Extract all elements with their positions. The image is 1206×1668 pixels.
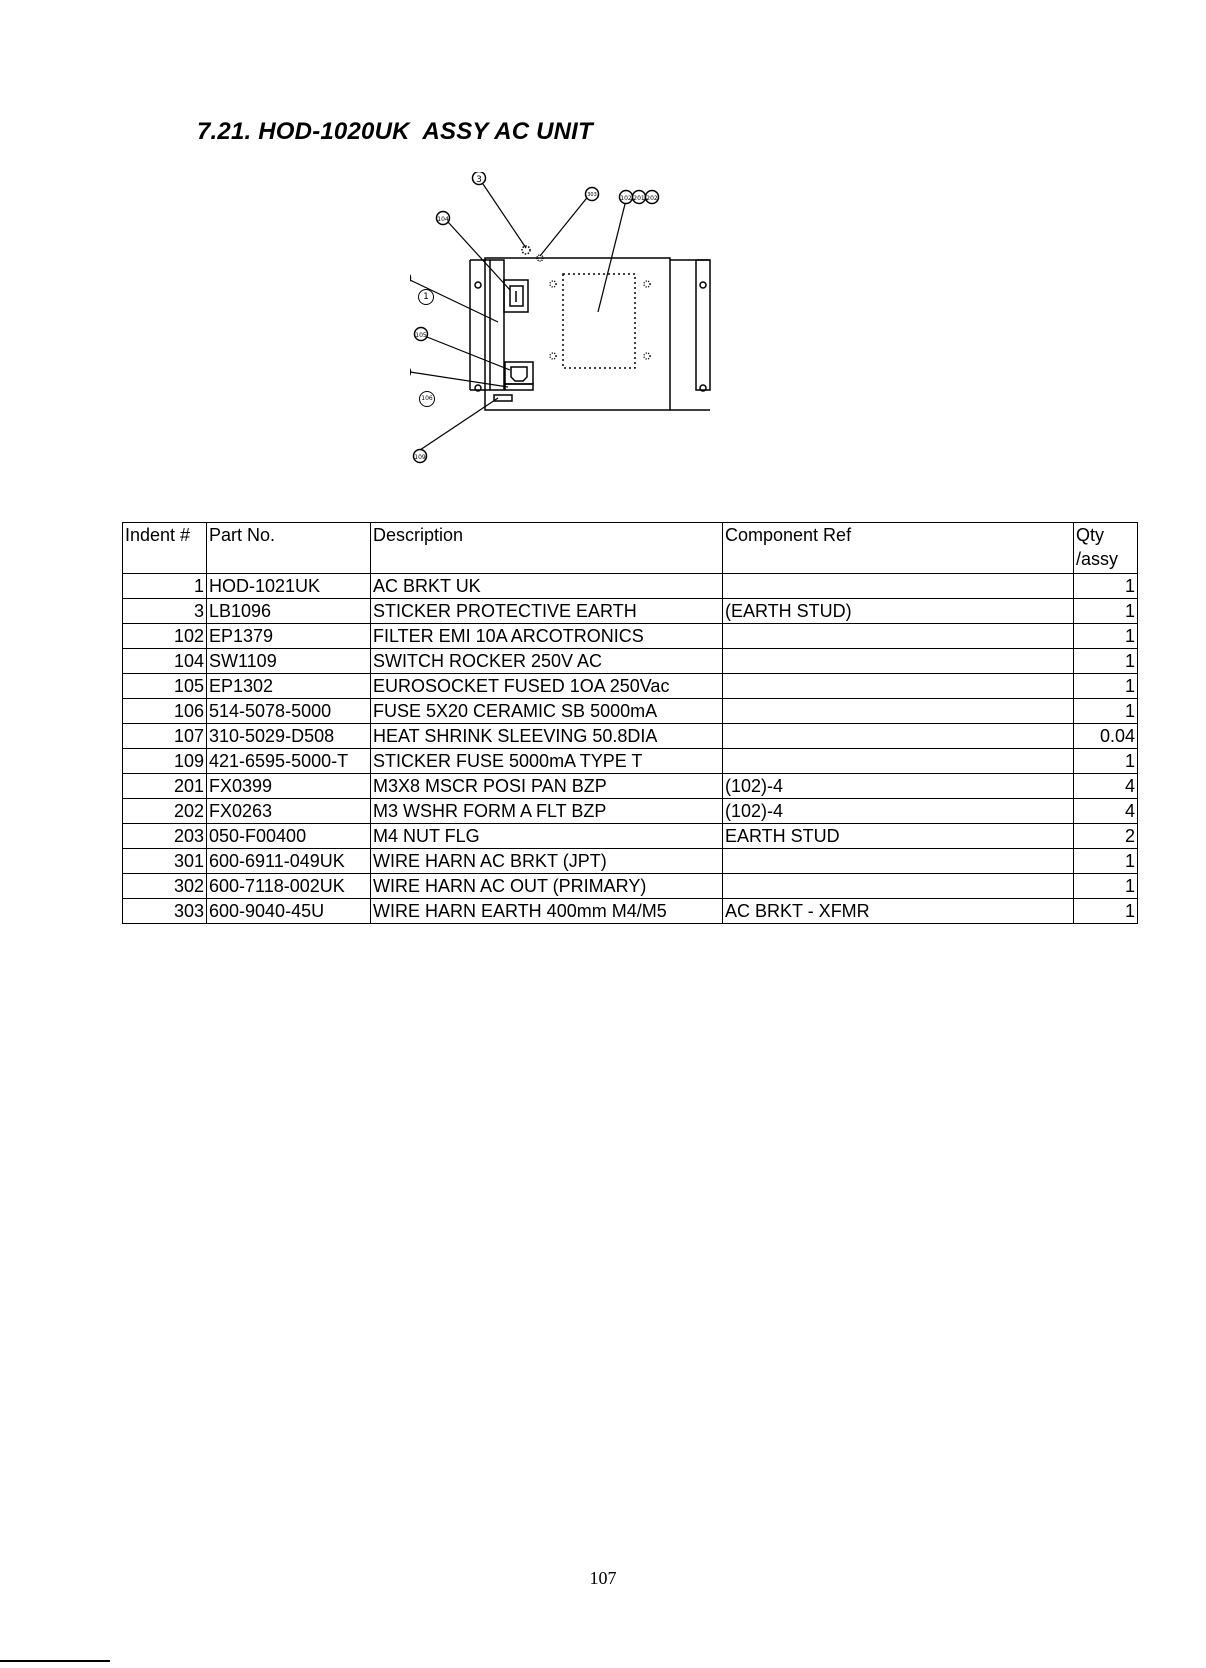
scan-mark xyxy=(0,1660,110,1662)
section-number: 7.21. xyxy=(197,118,252,145)
callout-104 xyxy=(437,212,450,225)
table-header-row xyxy=(123,523,1138,574)
table-row: 106 514-5078-5000 FUSE 5X20 CERAMIC SB 5000mA 1 xyxy=(123,699,1138,724)
callout-106 xyxy=(410,366,411,379)
callout-109-label: 109 xyxy=(414,454,426,461)
callout-3 xyxy=(473,172,486,185)
callout-106-label: 106 xyxy=(421,395,433,402)
page-number: 107 xyxy=(589,1568,617,1588)
section-heading: HOD-1020UK ASSY AC UNIT xyxy=(258,118,593,145)
table-row: 302 600-7118-002UK WIRE HARN AC OUT (PRIMARY) 1 xyxy=(123,874,1138,899)
callout-201 xyxy=(633,191,646,204)
callout-105-label: 105 xyxy=(415,332,427,339)
callout-1 xyxy=(410,272,411,285)
col-header-indent: Indent # xyxy=(123,523,207,574)
callout-3-label: 3 xyxy=(476,175,482,185)
callout-1-label: 1 xyxy=(423,292,429,302)
table-row: 107 310-5029-D508 HEAT SHRINK SLEEVING 50.8DIA 0.04 xyxy=(123,724,1138,749)
section-title xyxy=(197,118,593,146)
bracket-body xyxy=(485,258,670,410)
callout-104-label: 104 xyxy=(437,216,449,223)
callout-109 xyxy=(414,450,427,463)
table-row: 3 LB1096 STICKER PROTECTIVE EARTH (EARTH STUD) 1 xyxy=(123,599,1138,624)
table-row: 102 EP1379 FILTER EMI 10A ARCOTRONICS 1 xyxy=(123,624,1138,649)
col-header-description: Description xyxy=(371,523,723,574)
callout-202 xyxy=(646,191,659,204)
col-header-part-no: Part No. xyxy=(207,523,371,574)
table-row: 109 421-6595-5000-T STICKER FUSE 5000mA TYPE T 1 xyxy=(123,749,1138,774)
fuse-sticker xyxy=(494,395,512,401)
table-row: 203 050-F00400 M4 NUT FLG EARTH STUD 2 xyxy=(123,824,1138,849)
col-header-qty: Qty /assy xyxy=(1074,523,1138,574)
ac-unit-diagram xyxy=(410,172,730,494)
callout-202-label: 202 xyxy=(646,195,658,202)
callout-102-label: 102 xyxy=(620,195,632,202)
left-flange xyxy=(490,260,504,390)
callout-201-label: 201 xyxy=(633,195,645,202)
callout-102 xyxy=(620,191,633,204)
table-row: 104 SW1109 SWITCH ROCKER 250V AC 1 xyxy=(123,649,1138,674)
table-row: 201 FX0399 M3X8 MSCR POSI PAN BZP (102)-4 4 xyxy=(123,774,1138,799)
callout-105 xyxy=(415,328,428,341)
right-flange xyxy=(696,260,710,390)
callout-303-label: 303 xyxy=(587,192,597,198)
callout-106-ext xyxy=(419,391,435,407)
table-row: 105 EP1302 EUROSOCKET FUSED 1OA 250Vac 1 xyxy=(123,674,1138,699)
callout-303 xyxy=(586,188,599,201)
parts-table xyxy=(122,522,1138,924)
callout-1-ext xyxy=(418,289,434,305)
table-row: 202 FX0263 M3 WSHR FORM A FLT BZP (102)-4 4 xyxy=(123,799,1138,824)
col-header-component-ref: Component Ref xyxy=(723,523,1074,574)
table-row: 1 HOD-1021UK AC BRKT UK 1 xyxy=(123,574,1138,599)
table-row: 301 600-6911-049UK WIRE HARN AC BRKT (JPT) 1 xyxy=(123,849,1138,874)
table-row: 303 600-9040-45U WIRE HARN EARTH 400mm M4/M5 AC BRKT - XFMR 1 xyxy=(123,899,1138,924)
emi-filter xyxy=(563,274,635,368)
